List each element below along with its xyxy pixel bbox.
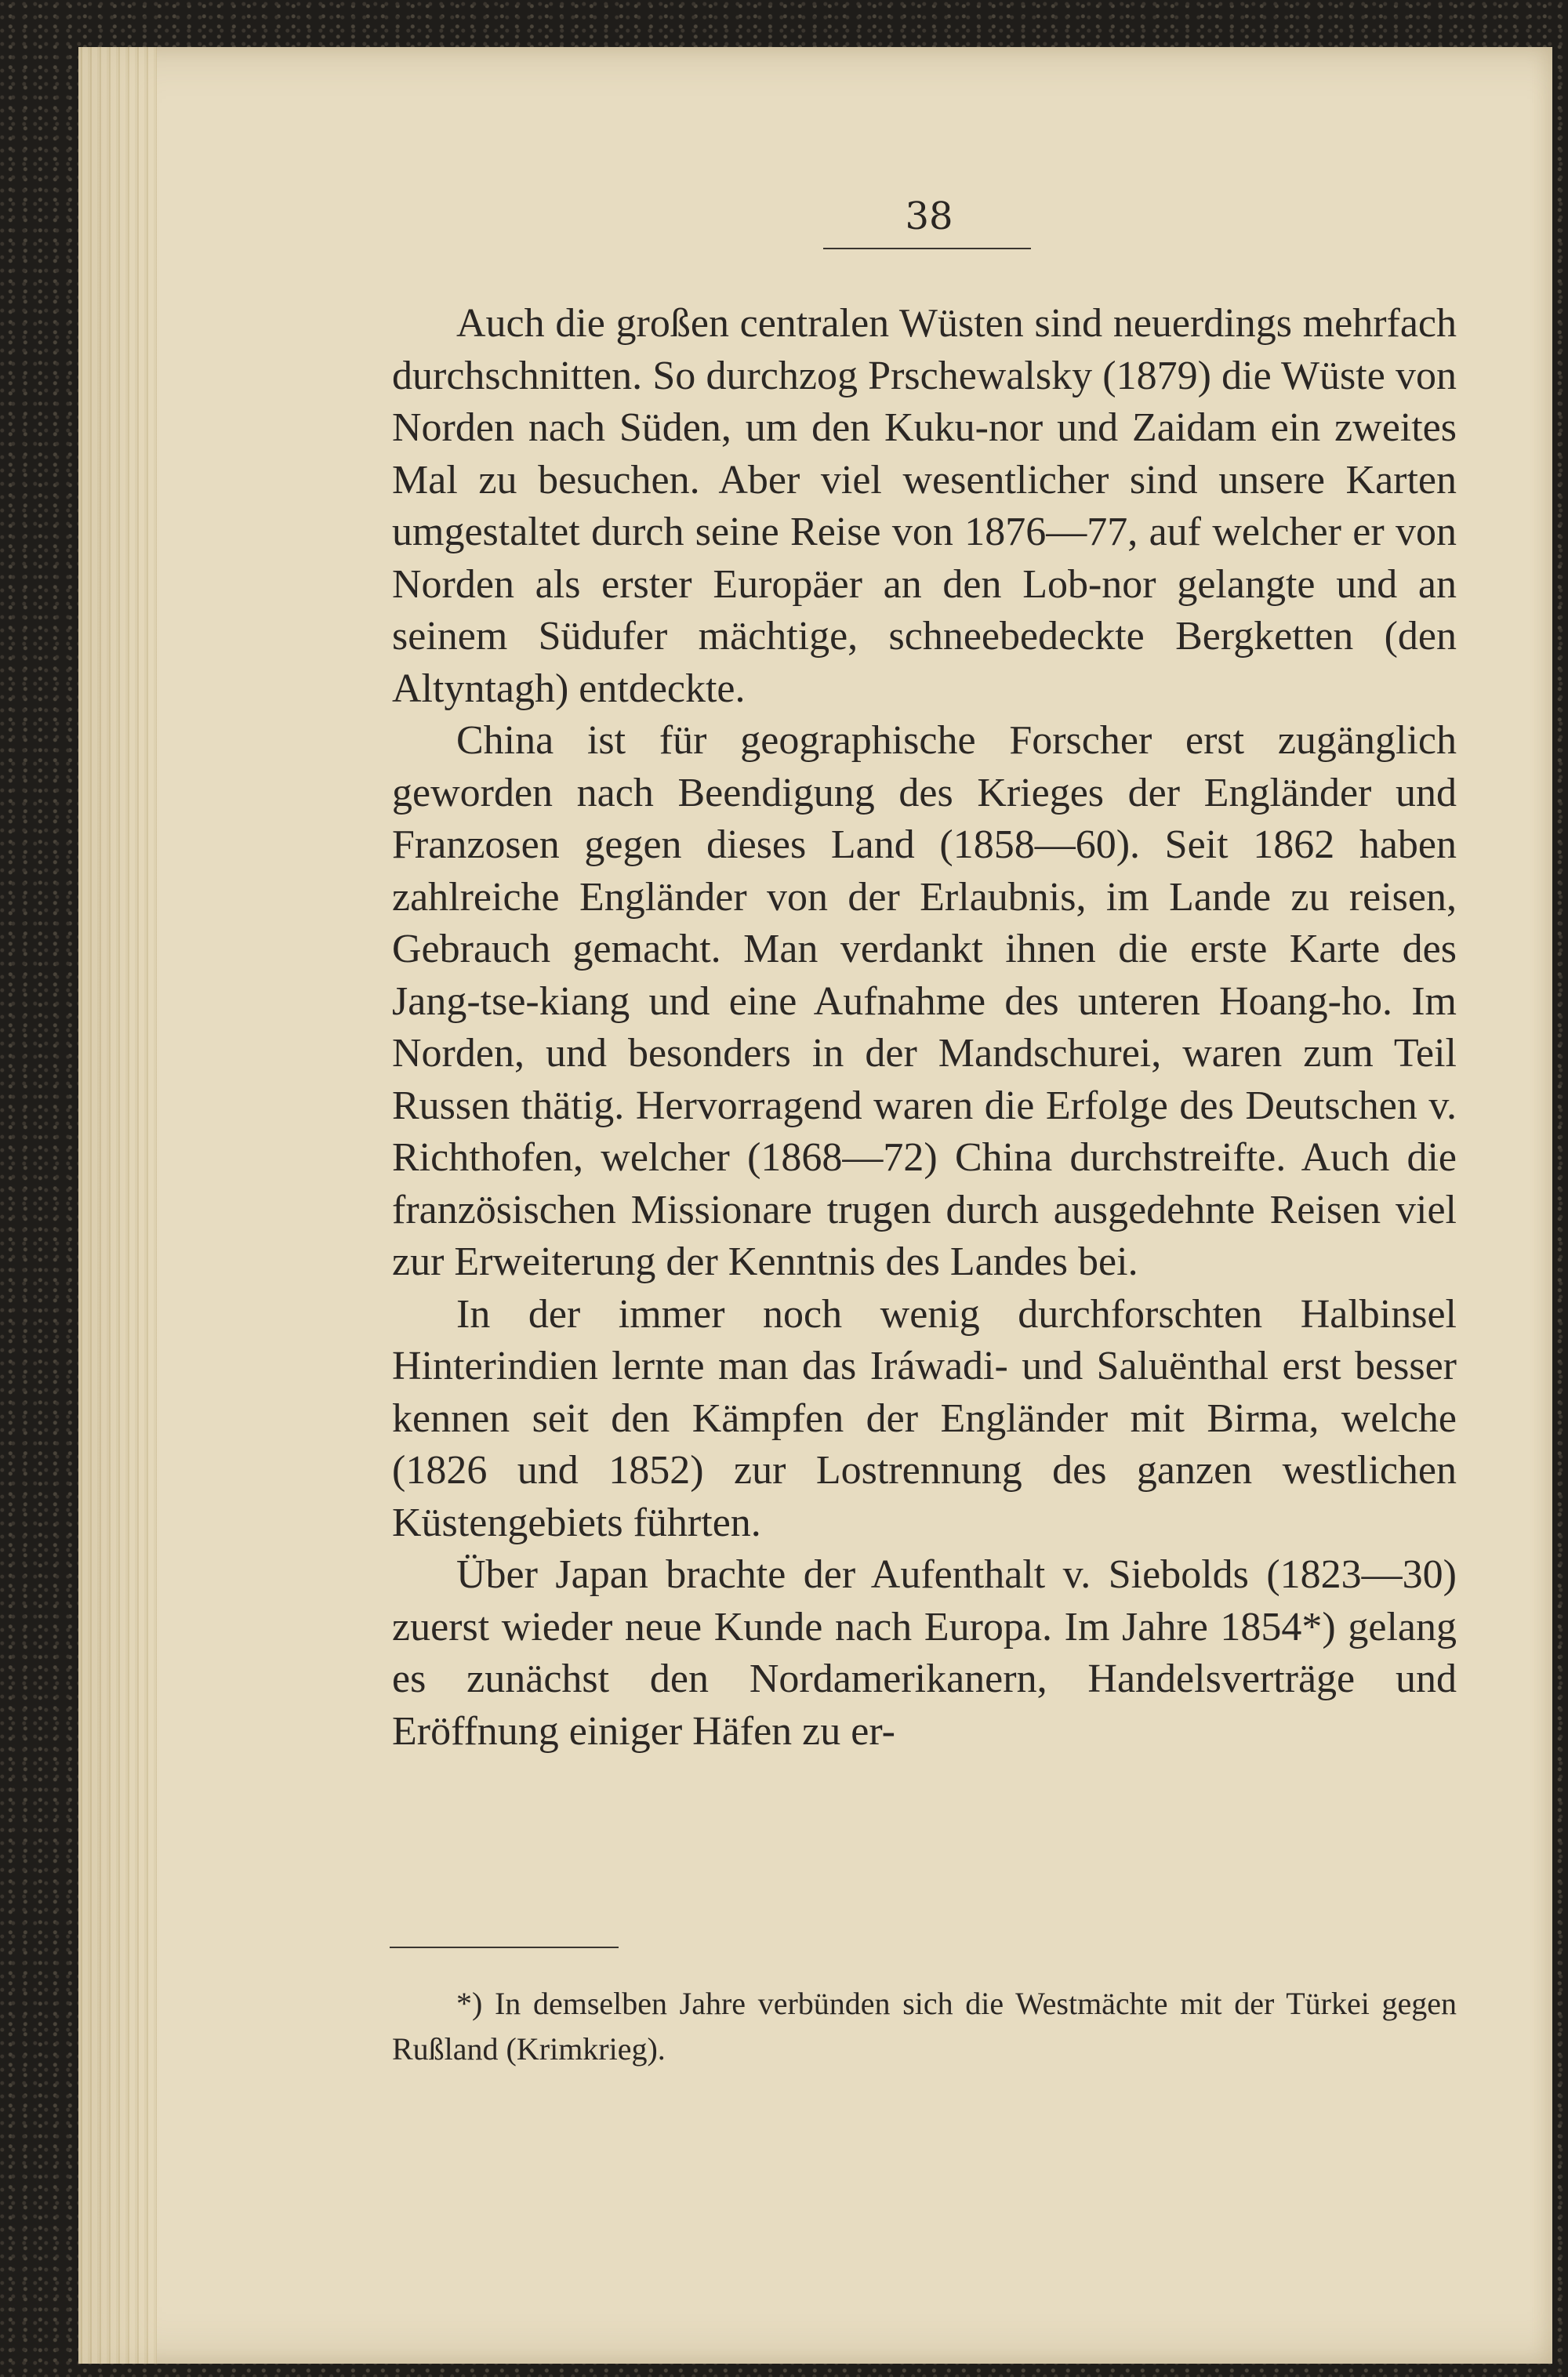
footnote-text: *) In demselben Jahre verbünden sich die Westmächte mit der Türkei gegen Rußland (Krimkrieg). bbox=[392, 1986, 1457, 2067]
footnote bbox=[392, 1981, 1457, 2072]
page-edges bbox=[78, 47, 157, 2364]
footnote-rule bbox=[390, 1947, 619, 1948]
paragraph-1: Auch die großen centralen Wüsten sind neuerdings mehrfach durchschnitten. So durchzog Prschewalsky (1879) die Wüste von Norden nach Süden, um den Kuku-nor und Zaidam ein zweites Mal zu besuchen. Aber viel wesentlicher sind unsere Karten umgestaltet durch seine Reise von 1876—77, auf welcher er von Norden als erster Europäer an den Lob-nor gelangte und an seinem Südufer mächtige, schneebedeckte Bergketten (den Altyntagh) entdeckte. bbox=[392, 301, 1457, 711]
paragraph-2: China ist für geographische Forscher erst zugänglich geworden nach Beendigung des Krieges der Engländer und Franzosen gegen dieses Land (1858—60). Seit 1862 haben zahlreiche Engländer von der Erlaubnis, im Lande zu reisen, Gebrauch gemacht. Man verdankt ihnen die erste Karte des Jang-tse-kiang und eine Aufnahme des unteren Hoang-ho. Im Norden, und besonders in der Mandschurei, waren zum Teil Russen thätig. Hervorragend waren die Erfolge des Deutschen v. Richthofen, welcher (1868—72) China durchstreifte. Auch die französischen Missionare trugen durch ausgedehnte Reisen viel zur Erweiterung der Kenntnis des Landes bei. bbox=[392, 718, 1457, 1284]
body-text bbox=[392, 298, 1457, 1758]
header-rule bbox=[823, 248, 1031, 249]
page-number: 38 bbox=[905, 194, 953, 238]
paragraph-3: In der immer noch wenig durchforschten Halbinsel Hinterindien lernte man das Iráwadi- und Saluënthal erst besser kennen seit den Kämpfen der Engländer mit Birma, welche (1826 und 1852) zur Lostrennung des ganzen westlichen Küstengebiets führten. bbox=[392, 1291, 1457, 1545]
paragraph-4: Über Japan brachte der Aufenthalt v. Siebolds (1823—30) zuerst wieder neue Kunde nach Europa. Im Jahre 1854*) gelang es zunächst den Nordamerikanern, Handelsverträge und Eröffnung einiger Häfen zu er- bbox=[392, 1552, 1457, 1754]
